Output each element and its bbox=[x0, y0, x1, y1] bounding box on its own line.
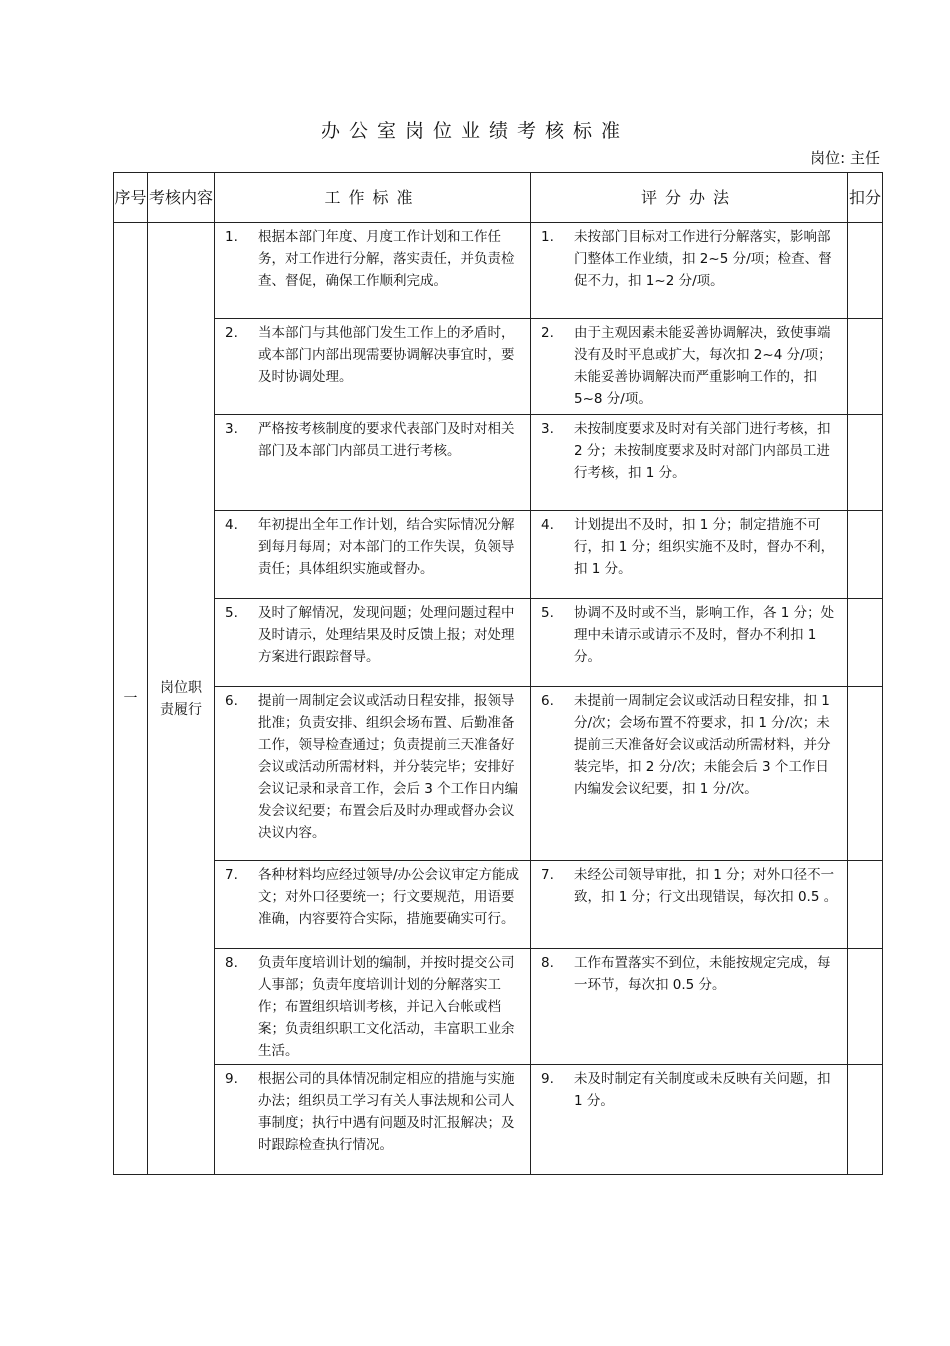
standard-cell: 3. 严格按考核制度的要求代表部门及时对相关部门及本部门内部员工进行考核。 bbox=[215, 415, 531, 511]
method-cell: 2. 由于主观因素未能妥善协调解决，致使事端没有及时平息或扩大，每次扣 2~4 分/项；未能妥善协调解决而严重影响工作的，扣 5~8 分/项。 bbox=[531, 319, 848, 415]
standard-cell: 2. 当本部门与其他部门发生工作上的矛盾时，或本部门内部出现需要协调解决事宜时，要及时协调处理。 bbox=[215, 319, 531, 415]
header-deduction: 扣分 bbox=[848, 173, 883, 223]
header-seq: 序号 bbox=[114, 173, 148, 223]
standard-cell: 7. 各种材料均应经过领导/办公会议审定方能成文；对外口径要统一；行文要规范，用语要准确，内容要符合实际，措施要确实可行。 bbox=[215, 861, 531, 949]
table-row bbox=[114, 511, 883, 599]
standard-cell: 8. 负责年度培训计划的编制，并按时提交公司人事部；负责年度培训计划的分解落实工作；布置组织培训考核，并记入台帐或档案；负责组织职工文化活动，丰富职工业余生活。 bbox=[215, 949, 531, 1065]
header-category: 考核内容 bbox=[148, 173, 215, 223]
table-row bbox=[114, 223, 883, 319]
deduction-cell[interactable] bbox=[848, 687, 883, 861]
method-cell: 8. 工作布置落实不到位，未能按规定完成，每一环节，每次扣 0.5 分。 bbox=[531, 949, 848, 1065]
position-label: 岗位: 主任 bbox=[810, 149, 880, 167]
deduction-cell[interactable] bbox=[848, 223, 883, 319]
deduction-cell[interactable] bbox=[848, 861, 883, 949]
table-row bbox=[114, 949, 883, 1065]
deduction-cell[interactable] bbox=[848, 599, 883, 687]
table-row bbox=[114, 687, 883, 861]
deduction-cell[interactable] bbox=[848, 415, 883, 511]
document-title: 办公室岗位业绩考核标准 bbox=[320, 120, 629, 142]
section-category: 岗位职责履行 bbox=[148, 223, 215, 1175]
table-row bbox=[114, 415, 883, 511]
method-cell: 7. 未经公司领导审批，扣 1 分；对外口径不一致，扣 1 分；行文出现错误，每次扣 0.5 。 bbox=[531, 861, 848, 949]
standard-cell: 1. 根据本部门年度、月度工作计划和工作任务，对工作进行分解，落实责任，并负责检查、督促，确保工作顺利完成。 bbox=[215, 223, 531, 319]
method-cell: 9. 未及时制定有关制度或未反映有关问题，扣 1 分。 bbox=[531, 1065, 848, 1175]
table-row bbox=[114, 1065, 883, 1175]
standard-cell: 5. 及时了解情况，发现问题；处理问题过程中及时请示，处理结果及时反馈上报；对处理方案进行跟踪督导。 bbox=[215, 599, 531, 687]
deduction-cell[interactable] bbox=[848, 319, 883, 415]
table-row bbox=[114, 599, 883, 687]
deduction-cell[interactable] bbox=[848, 1065, 883, 1175]
standard-cell: 9. 根据公司的具体情况制定相应的措施与实施办法；组织员工学习有关人事法规和公司人事制度；执行中遇有问题及时汇报解决；及时跟踪检查执行情况。 bbox=[215, 1065, 531, 1175]
method-cell: 5. 协调不及时或不当，影响工作，各 1 分；处理中未请示或请示不及时，督办不利扣 1 分。 bbox=[531, 599, 848, 687]
assessment-table bbox=[113, 172, 883, 1175]
header-method: 评分办法 bbox=[531, 173, 848, 223]
method-cell: 4. 计划提出不及时，扣 1 分；制定措施不可行，扣 1 分；组织实施不及时，督办不利，扣 1 分。 bbox=[531, 511, 848, 599]
deduction-cell[interactable] bbox=[848, 511, 883, 599]
table-row bbox=[114, 319, 883, 415]
header-standard: 工作标准 bbox=[215, 173, 531, 223]
method-cell: 3. 未按制度要求及时对有关部门进行考核，扣 2 分；未按制度要求及时对部门内部员工进行考核，扣 1 分。 bbox=[531, 415, 848, 511]
section-seq: 一 bbox=[114, 223, 148, 1175]
table-row bbox=[114, 861, 883, 949]
standard-cell: 6. 提前一周制定会议或活动日程安排，报领导批准；负责安排、组织会场布置、后勤准备工作，领导检查通过；负责提前三天准备好会议或活动所需材料，并分装完毕；安排好会议记录和录音工作，会后 3 个工作日内编发会议纪要；布置会后及时办理或督办会议决议内容。 bbox=[215, 687, 531, 861]
method-cell: 6. 未提前一周制定会议或活动日程安排，扣 1 分/次；会场布置不符要求，扣 1 分/次；未提前三天准备好会议或活动所需材料，并分装完毕，扣 2 分/次；未能会后 3 个工作日内编发会议纪要，扣 1 分/次。 bbox=[531, 687, 848, 861]
method-cell: 1. 未按部门目标对工作进行分解落实，影响部门整体工作业绩，扣 2~5 分/项；检查、督促不力，扣 1~2 分/项。 bbox=[531, 223, 848, 319]
deduction-cell[interactable] bbox=[848, 949, 883, 1065]
standard-cell: 4. 年初提出全年工作计划，结合实际情况分解到每月每周；对本部门的工作失误，负领导责任；具体组织实施或督办。 bbox=[215, 511, 531, 599]
